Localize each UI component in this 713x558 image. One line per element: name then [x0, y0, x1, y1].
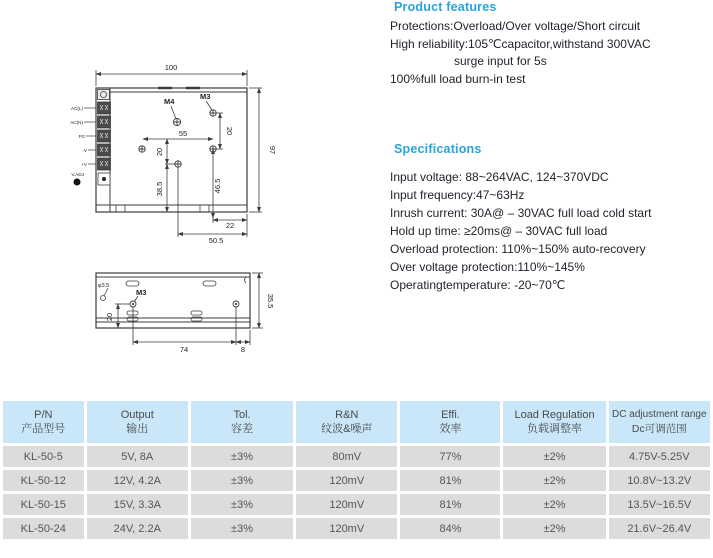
side-m3-label: M3	[136, 288, 147, 297]
feature-line: 100%full load burn-in test	[390, 71, 526, 86]
table-row	[3, 446, 710, 467]
cell-load-reg: ±2%	[503, 446, 605, 467]
cell-pn: KL-50-15	[3, 494, 84, 515]
col-header-zh: 纹波&噪声	[321, 423, 373, 435]
table-row	[3, 470, 710, 491]
side-dim-20-label: 20	[105, 312, 114, 322]
cell-rn: 120mV	[296, 494, 397, 515]
cell-load-reg: ±2%	[503, 470, 605, 491]
screw-m3-label: M3	[200, 92, 211, 101]
col-header-zh: Dc可调范围	[631, 423, 687, 435]
cell-dc-range: 13.5V~16.5V	[609, 494, 710, 515]
cell-pn: KL-50-24	[3, 518, 84, 539]
spec-line: Overload protection: 110%~150% auto-recovery	[390, 242, 646, 256]
col-header-en: DC adjustment range	[612, 409, 707, 420]
cell-dc-range: 21.6V~26.4V	[609, 518, 710, 539]
col-header-effi	[400, 401, 500, 443]
col-header-rn	[296, 401, 397, 443]
cell-output: 24V, 2.2A	[87, 518, 188, 539]
cell-effi: 81%	[400, 470, 500, 491]
dim-55-label: 55	[178, 129, 188, 138]
dim-height-label: 97	[268, 145, 277, 155]
cell-effi: 77%	[400, 446, 500, 467]
terminal-label-negv: -V	[82, 148, 87, 153]
cell-output: 5V, 8A	[87, 446, 188, 467]
model-spec-table	[0, 398, 713, 542]
col-header-en: Effi.	[441, 409, 460, 421]
col-header-zh: 效率	[439, 423, 462, 435]
cell-dc-range: 4.75V-5.25V	[609, 446, 710, 467]
dim-35-5-label: 35.5	[266, 293, 275, 309]
cell-output: 12V, 4.2A	[87, 470, 188, 491]
col-header-zh: 容差	[231, 423, 254, 435]
spec-line: Input frequency:47~63Hz	[390, 188, 525, 202]
col-header-en: Load Regulation	[514, 409, 595, 421]
col-header-dc-range	[609, 401, 710, 443]
dim-20-mid-label: 20	[155, 147, 164, 157]
dim-8-label: 8	[240, 345, 246, 354]
cell-load-reg: ±2%	[503, 518, 605, 539]
table-row	[3, 518, 710, 539]
col-header-zh: 输出	[126, 423, 149, 435]
col-header-en: R&N	[335, 409, 359, 421]
product-features-title: Product features	[394, 0, 497, 14]
mechanical-drawing	[40, 55, 320, 385]
col-header-en: P/N	[34, 409, 53, 421]
product-features-section	[390, 0, 710, 88]
specifications-section	[390, 142, 713, 294]
col-header-en: Output	[120, 409, 154, 421]
cell-effi: 84%	[400, 518, 500, 539]
cell-effi: 81%	[400, 494, 500, 515]
cell-dc-range: 10.8V~13.2V	[609, 470, 710, 491]
cell-pn: KL-50-5	[3, 446, 84, 467]
terminal-label-acn: AC(N)	[70, 120, 83, 125]
cell-rn: 120mV	[296, 518, 397, 539]
cell-output: 15V, 3.3A	[87, 494, 188, 515]
col-header-output	[87, 401, 188, 443]
hole-diameter-label: φ3.5	[98, 283, 110, 289]
terminal-label-posv: +V	[81, 162, 87, 167]
cell-load-reg: ±2%	[503, 494, 605, 515]
cell-tol: ±3%	[191, 446, 293, 467]
cell-pn: KL-50-12	[3, 470, 84, 491]
feature-line: surge input for 5s	[454, 54, 547, 69]
dim-46-5-label: 46.5	[213, 178, 222, 194]
terminal-label-acl: AC(L)	[71, 106, 83, 111]
feature-line: High reliability:105℃capacitor,withstand 300VAC	[390, 36, 651, 51]
cell-tol: ±3%	[191, 494, 293, 515]
cell-rn: 120mV	[296, 470, 397, 491]
dim-38-5-label: 38.5	[155, 181, 164, 197]
terminal-strip	[98, 90, 111, 186]
terminal-label-fg: FG	[78, 134, 85, 139]
dim-20-right-label: 20	[225, 126, 234, 136]
col-header-en: Tol.	[233, 409, 251, 421]
dim-width-label: 100	[164, 63, 178, 72]
spec-line: Inrush current: 30A@ – 30VAC full load cold start	[390, 206, 652, 220]
col-header-tol	[191, 401, 293, 443]
spec-line: Input voltage: 88~264VAC, 124~370VDC	[390, 170, 609, 184]
dim-74-label: 74	[179, 345, 189, 354]
table-header-row	[3, 401, 710, 443]
cell-tol: ±3%	[191, 470, 293, 491]
col-header-pn	[3, 401, 84, 443]
specifications-title: Specifications	[394, 142, 482, 156]
spec-line: Over voltage protection:110%~145%	[390, 260, 585, 274]
col-header-load-reg	[503, 401, 605, 443]
dim-22-label: 22	[225, 221, 235, 230]
dimension-drawing-svg	[40, 55, 320, 385]
dim-50-5-label: 50.5	[208, 236, 224, 245]
col-header-zh: 产品型号	[21, 423, 66, 435]
cell-tol: ±3%	[191, 518, 293, 539]
feature-line: Protections:Overload/Over voltage/Short circuit	[390, 19, 641, 33]
table-row	[3, 494, 710, 515]
col-header-zh: 负载调整率	[527, 423, 583, 435]
screw-m4-label: M4	[164, 97, 175, 106]
cell-rn: 80mV	[296, 446, 397, 467]
spec-line: Hold up time: ≥20ms@ – 30VAC full load	[390, 224, 608, 238]
terminal-label-vadj: V.ADJ	[71, 172, 84, 177]
spec-line: Operatingtemperature: -20~70℃	[390, 278, 566, 292]
